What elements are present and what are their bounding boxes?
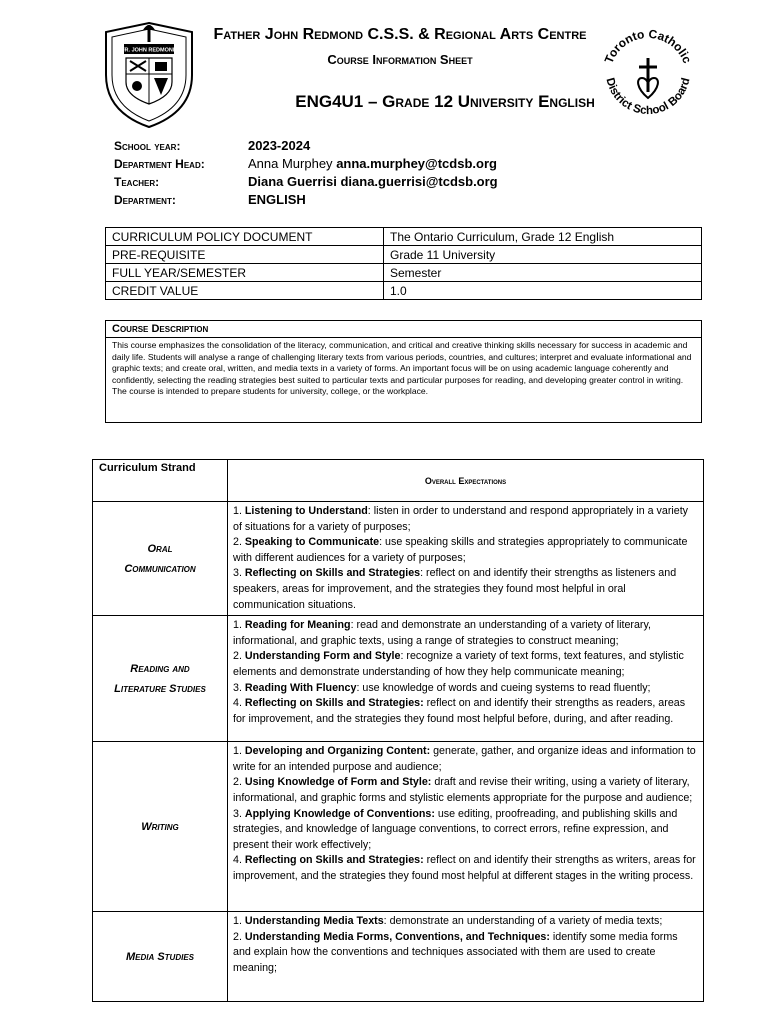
strand-name-line: Communication bbox=[124, 562, 196, 575]
dept-head-email: anna.murphey@tcdsb.org bbox=[336, 156, 497, 171]
table-row bbox=[106, 228, 702, 246]
table-key: CURRICULUM POLICY DOCUMENT bbox=[106, 228, 384, 246]
table-row bbox=[106, 264, 702, 282]
expectation-item: 4. Reflecting on Skills and Strategies: reflect on and identify their strengths as writers, areas for improvement, and the strategies they found most helpful at different stages in the writing process. bbox=[233, 854, 696, 882]
info-school-year bbox=[114, 138, 310, 156]
strand-row-media bbox=[93, 912, 704, 1002]
strand-name: Writing bbox=[93, 742, 228, 912]
course-description-heading: Course Description bbox=[106, 321, 701, 338]
table-row bbox=[106, 282, 702, 300]
table-value: 1.0 bbox=[384, 282, 702, 300]
table-key: CREDIT VALUE bbox=[106, 282, 384, 300]
department-label: Department: bbox=[114, 193, 176, 207]
svg-text:FR. JOHN REDMOND: FR. JOHN REDMOND bbox=[121, 47, 177, 54]
dept-head-label: Department Head: bbox=[114, 157, 205, 171]
table-value: The Ontario Curriculum, Grade 12 English bbox=[384, 228, 702, 246]
expectation-item: 3. Reflecting on Skills and Strategies: reflect on and identify their strengths as listeners and speakers, areas for improvement, and the strategies they found most helpful in oral communication situations. bbox=[233, 567, 677, 611]
teacher-value: Diana Guerrisi diana.guerrisi@tcdsb.org bbox=[248, 174, 498, 189]
info-department bbox=[114, 192, 306, 210]
strand-row-reading bbox=[93, 616, 704, 742]
svg-text:Toronto Catholic: Toronto Catholic bbox=[601, 26, 695, 66]
strand-name-line: Reading and bbox=[130, 662, 190, 675]
strand-name bbox=[93, 502, 228, 616]
strand-name-line: Oral bbox=[147, 542, 173, 555]
expectation-item: 1. Listening to Understand: listen in order to understand and respond appropriately in a variety of situations for a variety of purposes; bbox=[233, 505, 689, 533]
expectation-item: 1. Reading for Meaning: read and demonstrate an understanding of a variety of literary, informational, and graphic texts, using a range of strategies to construct meaning; bbox=[233, 619, 652, 647]
school-year-label: School year: bbox=[114, 139, 181, 153]
strand-name: Media Studies bbox=[93, 912, 228, 1002]
strand-expectations bbox=[228, 912, 704, 1002]
info-dept-head bbox=[114, 156, 497, 174]
strand-column-header: Curriculum Strand bbox=[93, 460, 228, 502]
course-info-table bbox=[105, 227, 702, 300]
school-name: Father John Redmond C.S.S. & Regional Arts Centre bbox=[213, 26, 587, 43]
strand-expectations bbox=[228, 742, 704, 912]
expectation-item: 2. Using Knowledge of Form and Style: draft and revise their writing, using a variety of literary, informational, and graphic forms and stylistic elements appropriate for the purpose and audience; bbox=[233, 776, 693, 804]
table-key: PRE-REQUISITE bbox=[106, 246, 384, 264]
table-row bbox=[106, 246, 702, 264]
table-value: Grade 11 University bbox=[384, 246, 702, 264]
course-description bbox=[105, 320, 702, 423]
department-value: ENGLISH bbox=[248, 192, 306, 207]
expectation-item: 4. Reflecting on Skills and Strategies: reflect on and identify their strengths as readers, areas for improvement, and the strategies they found most helpful before, during, and after reading. bbox=[233, 697, 686, 725]
strand-name-line: Literature Studies bbox=[114, 682, 206, 695]
course-description-text: This course emphasizes the consolidation of the literacy, communication, and critical and creative thinking skills necessary for success in academic and daily life. Students will analyse a range of challenging literary texts from various periods, countries, and cultures; interpret and evaluate informational and graphic texts; and create oral, written, and media texts in a variety of forms. An important focus will be on using academic language coherently and confidently, selecting the reading strategies best suited to particular texts and particular purposes for reading, and developing greater control in writing. The course is intended to prepare students for university, college, or the workplace. bbox=[112, 340, 692, 397]
strand-expectations bbox=[228, 502, 704, 616]
board-logo bbox=[596, 22, 700, 130]
table-key: FULL YEAR/SEMESTER bbox=[106, 264, 384, 282]
course-title: ENG4U1 – Grade 12 University English bbox=[295, 92, 595, 111]
svg-text:District School Board: District School Board bbox=[603, 76, 693, 118]
dept-head-name: Anna Murphey bbox=[248, 156, 333, 171]
strand-row-writing bbox=[93, 742, 704, 912]
strand-expectations bbox=[228, 616, 704, 742]
teacher-label: Teacher: bbox=[114, 175, 160, 189]
expectation-item: 2. Speaking to Communicate: use speaking skills and strategies appropriately to communicate with different audiences for a variety of purposes; bbox=[233, 536, 688, 564]
expectation-item: 2. Understanding Form and Style: recognize a variety of text forms, text features, and stylistic elements and demonstrate understanding of how they help communicate meaning; bbox=[233, 650, 684, 678]
table-header-row bbox=[93, 460, 704, 502]
school-seal-logo bbox=[100, 20, 198, 130]
school-year-value: 2023-2024 bbox=[248, 138, 311, 153]
sheet-type: Course Information Sheet bbox=[327, 52, 473, 67]
table-value: Semester bbox=[384, 264, 702, 282]
strand-row-oral bbox=[93, 502, 704, 616]
expectation-item: 1. Understanding Media Texts: demonstrate an understanding of a variety of media texts; bbox=[233, 915, 663, 928]
expectations-column-header: Overall Expectations bbox=[228, 460, 704, 502]
curriculum-strand-table bbox=[92, 459, 704, 1002]
expectation-item: 3. Reading With Fluency: use knowledge of words and cueing systems to read fluently; bbox=[233, 681, 651, 694]
info-teacher bbox=[114, 174, 498, 192]
expectation-item: 3. Applying Knowledge of Conventions: use editing, proofreading, and publishing skills and strategies, and knowledge of language conventions, to correct errors, refine expression, and present their work effectively; bbox=[233, 807, 678, 851]
expectation-item: 2. Understanding Media Forms, Conventions, and Techniques: identify some media forms and explain how the conventions and techniques associated with them are used to create meaning; bbox=[233, 930, 678, 974]
expectation-item: 1. Developing and Organizing Content: generate, gather, and organize ideas and information to write for an intended purpose and audience; bbox=[233, 745, 696, 773]
strand-name bbox=[93, 616, 228, 742]
